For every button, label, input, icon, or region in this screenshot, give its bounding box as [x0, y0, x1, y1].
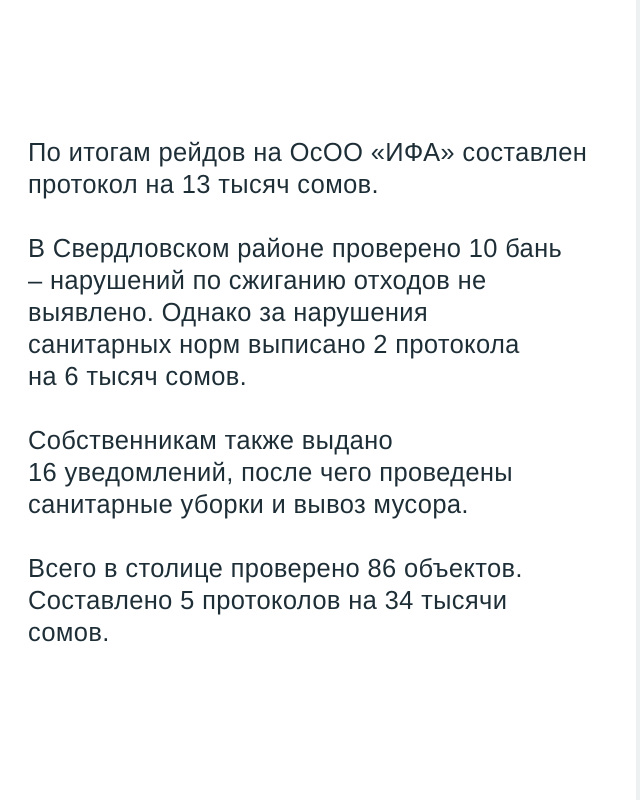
- text-line: санитарные уборки и вывоз мусора.: [28, 491, 469, 519]
- paragraph-sverdlovsk-baths: [28, 233, 623, 393]
- text-line: Составлено 5 протоколов на 34 тысячи: [28, 587, 508, 615]
- paragraph-owner-notices: [28, 425, 623, 521]
- text-line: на 6 тысяч сомов.: [28, 363, 248, 391]
- text-line: Всего в столице проверено 86 объектов.: [28, 555, 523, 583]
- text-line: – нарушений по сжиганию отходов не: [28, 267, 487, 295]
- text-line: Собственникам также выдано: [28, 427, 394, 455]
- text-line: 16 уведомлений, после чего проведены: [28, 459, 513, 487]
- paragraph-ifa-raid: [28, 137, 623, 201]
- text-line: По итогам рейдов на ОсОО «ИФА» составлен: [28, 139, 588, 167]
- paragraph-capital-summary: [28, 553, 623, 649]
- text-line: протокол на 13 тысяч сомов.: [28, 171, 379, 199]
- text-line: сомов.: [28, 619, 110, 647]
- article-text: [28, 137, 623, 649]
- text-line: выявлено. Однако за нарушения: [28, 299, 429, 327]
- text-line: В Свердловском районе проверено 10 бань: [28, 235, 563, 263]
- text-line: санитарных норм выписано 2 протокола: [28, 331, 520, 359]
